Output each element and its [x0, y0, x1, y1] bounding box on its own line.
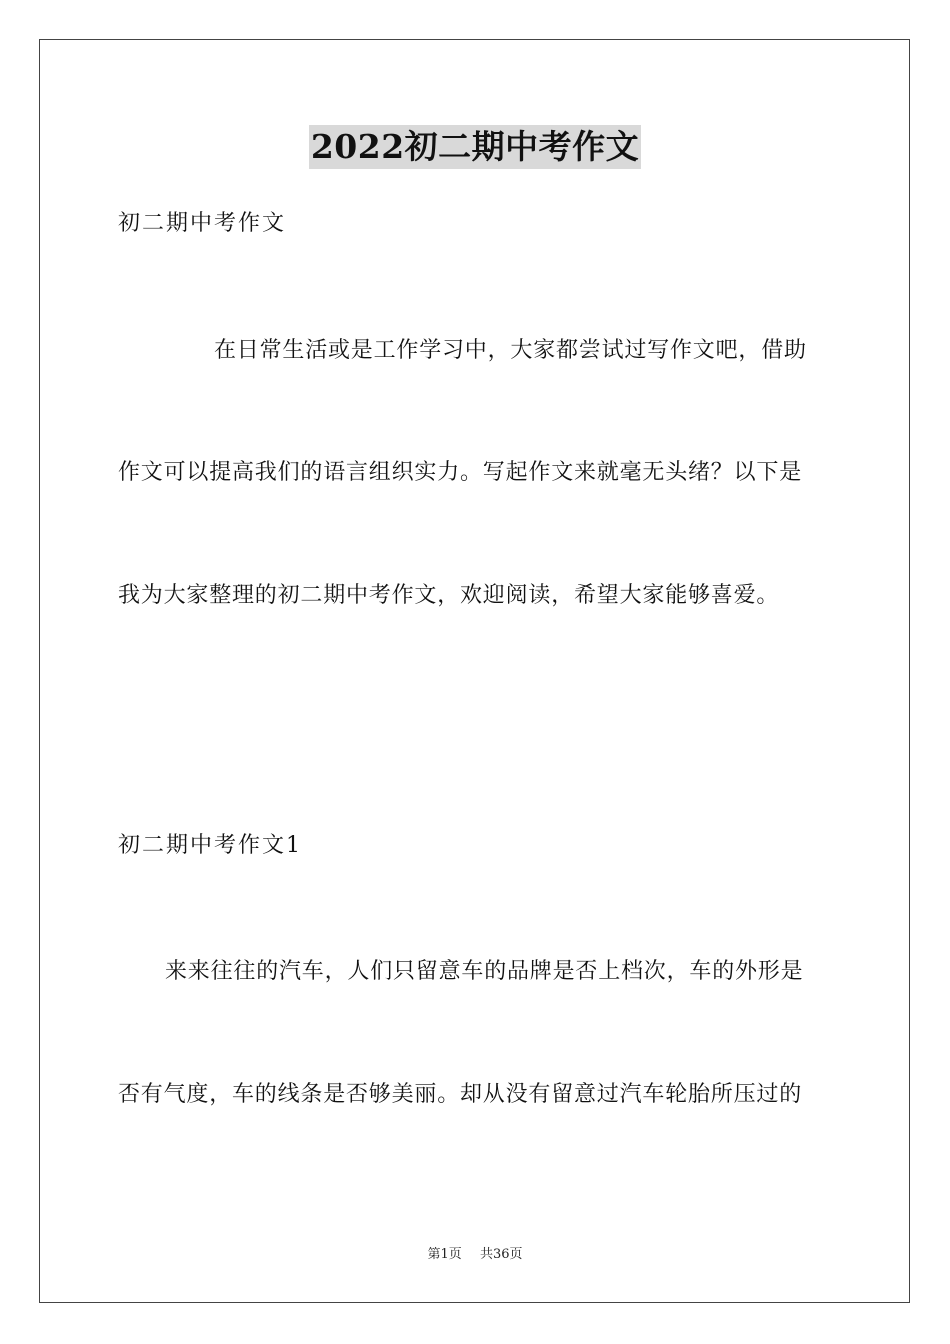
intro-line-3: 我为大家整理的初二期中考作文，欢迎阅读，希望大家能够喜爱。	[118, 583, 780, 608]
intro-line-1: 在日常生活或是工作学习中，大家都尝试过写作文吧，借助	[214, 338, 807, 363]
body-line-1: 来来往往的汽车，人们只留意车的品牌是否上档次，车的外形是	[165, 959, 804, 984]
page-footer	[0, 1246, 950, 1264]
page-number-total: 共36页	[479, 1247, 523, 1262]
title-container	[0, 125, 950, 169]
intro-line-2: 作文可以提高我们的语言组织实力。写起作文来就毫无头绪？以下是	[118, 460, 803, 485]
page-number-current: 第1页	[427, 1247, 462, 1262]
document-title: 2022初二期中考作文	[309, 125, 641, 169]
section-heading: 初二期中考作文1	[118, 833, 302, 858]
subtitle: 初二期中考作文	[118, 211, 287, 236]
body-line-2: 否有气度，车的线条是否够美丽。却从没有留意过汽车轮胎所压过的	[118, 1082, 803, 1107]
